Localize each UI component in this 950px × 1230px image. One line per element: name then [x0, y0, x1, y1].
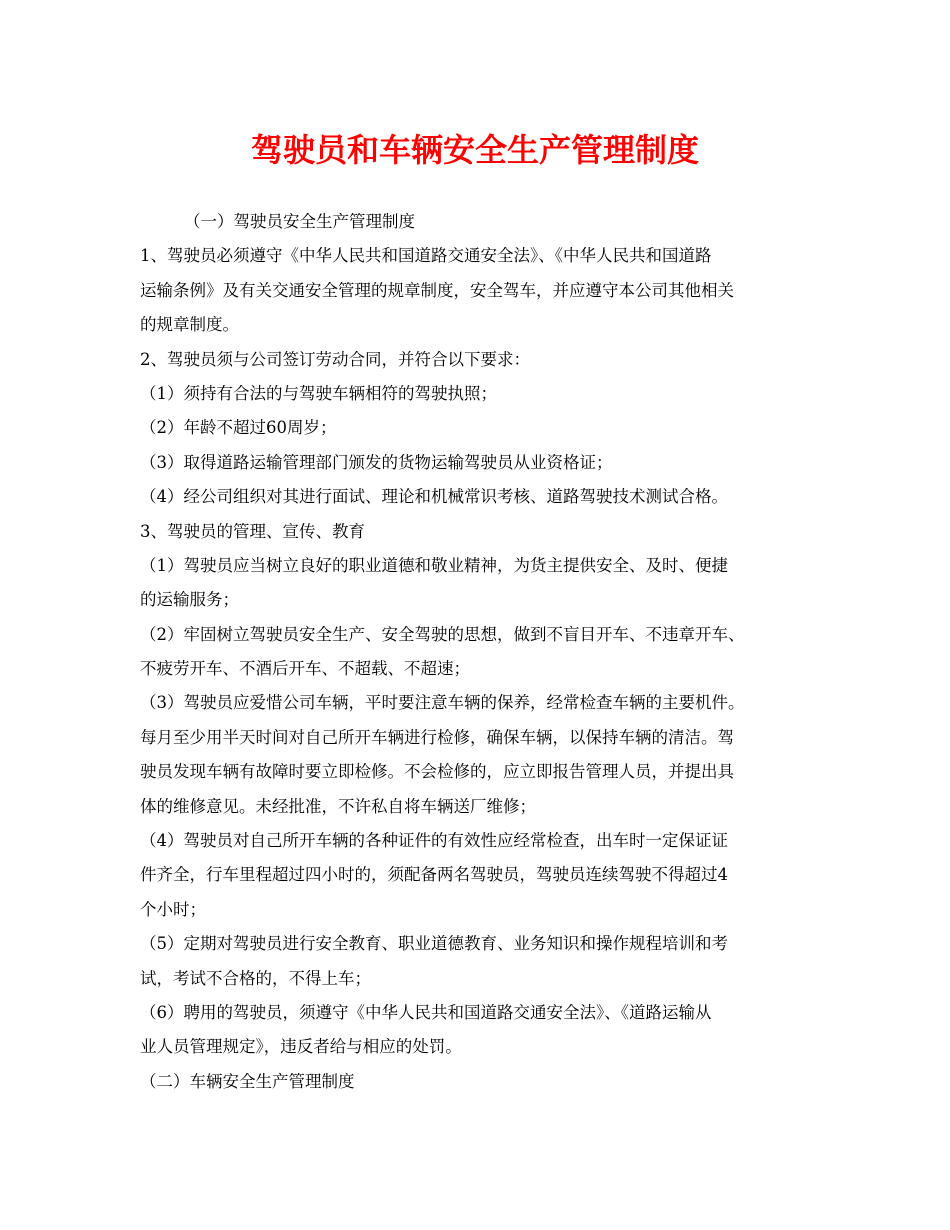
- section-heading-driver: （一）驾驶员安全生产管理制度: [184, 212, 415, 231]
- paragraph-line: 试，考试不合格的，不得上车；: [140, 968, 371, 988]
- paragraph-line: （2）牢固树立驾驶员安全生产、安全驾驶的思想，做到不盲目开车、不违章开车、: [140, 624, 745, 644]
- paragraph-line: 不疲劳开车、不酒后开车、不超载、不超速；: [140, 659, 470, 679]
- section-heading-vehicle: （二）车辆安全生产管理制度: [140, 1071, 355, 1091]
- paragraph-line: （4）经公司组织对其进行面试、理论和机械常识考核、道路驾驶技术测试合格。: [140, 487, 728, 507]
- paragraph-line: （3）驾驶员应爱惜公司车辆，平时要注意车辆的保养，经常检查车辆的主要机件。: [140, 693, 745, 713]
- paragraph-line: （1）驾驶员应当树立良好的职业道德和敬业精神，为货主提供安全、及时、便捷: [140, 555, 728, 575]
- paragraph-line: 运输条例》及有关交通安全管理的规章制度，安全驾车，并应遵守本公司其他相关: [140, 280, 734, 300]
- paragraph-line: 驶员发现车辆有故障时要立即检修。不会检修的，应立即报告管理人员，并提出具: [140, 762, 734, 782]
- paragraph-line: 个小时；: [140, 899, 206, 919]
- paragraph-line: 体的维修意见。未经批准，不许私自将车辆送厂维修；: [140, 796, 536, 816]
- document-title: 驾驶员和车辆安全生产管理制度: [250, 131, 699, 169]
- paragraph-line: 的运输服务；: [140, 590, 239, 610]
- paragraph-line: 业人员管理规定》，违反者给与相应的处罚。: [140, 1037, 462, 1057]
- paragraph-line: 的规章制度。: [140, 315, 239, 335]
- paragraph-line: （2）年龄不超过60周岁；: [140, 418, 337, 438]
- paragraph-line: 件齐全，行车里程超过四小时的，须配备两名驾驶员，驾驶员连续驾驶不得超过4: [140, 865, 728, 885]
- paragraph-line: 每月至少用半天时间对自己所开车辆进行检修，确保车辆，以保持车辆的清洁。驾: [140, 727, 734, 747]
- paragraph-line: （5）定期对驾驶员进行安全教育、职业道德教育、业务知识和操作规程培训和考: [140, 934, 728, 954]
- paragraph-line: 1、驾驶员必须遵守《中华人民共和国道路交通安全法》、《中华人民共和国道路: [140, 246, 712, 266]
- paragraph-line: （6）聘用的驾驶员，须遵守《中华人民共和国道路交通安全法》、《道路运输从: [140, 1002, 712, 1022]
- paragraph-line: （3）取得道路运输管理部门颁发的货物运输驾驶员从业资格证；: [140, 452, 613, 472]
- document-body: [140, 205, 820, 1099]
- paragraph-line: 3、驾驶员的管理、宣传、教育: [140, 521, 365, 541]
- paragraph-line: （4）驾驶员对自己所开车辆的各种证件的有效性应经常检查，出车时一定保证证: [140, 831, 728, 851]
- paragraph-line: 2、驾驶员须与公司签订劳动合同，并符合以下要求：: [140, 349, 530, 369]
- paragraph-line: （1）须持有合法的与驾驶车辆相符的驾驶执照；: [140, 383, 497, 403]
